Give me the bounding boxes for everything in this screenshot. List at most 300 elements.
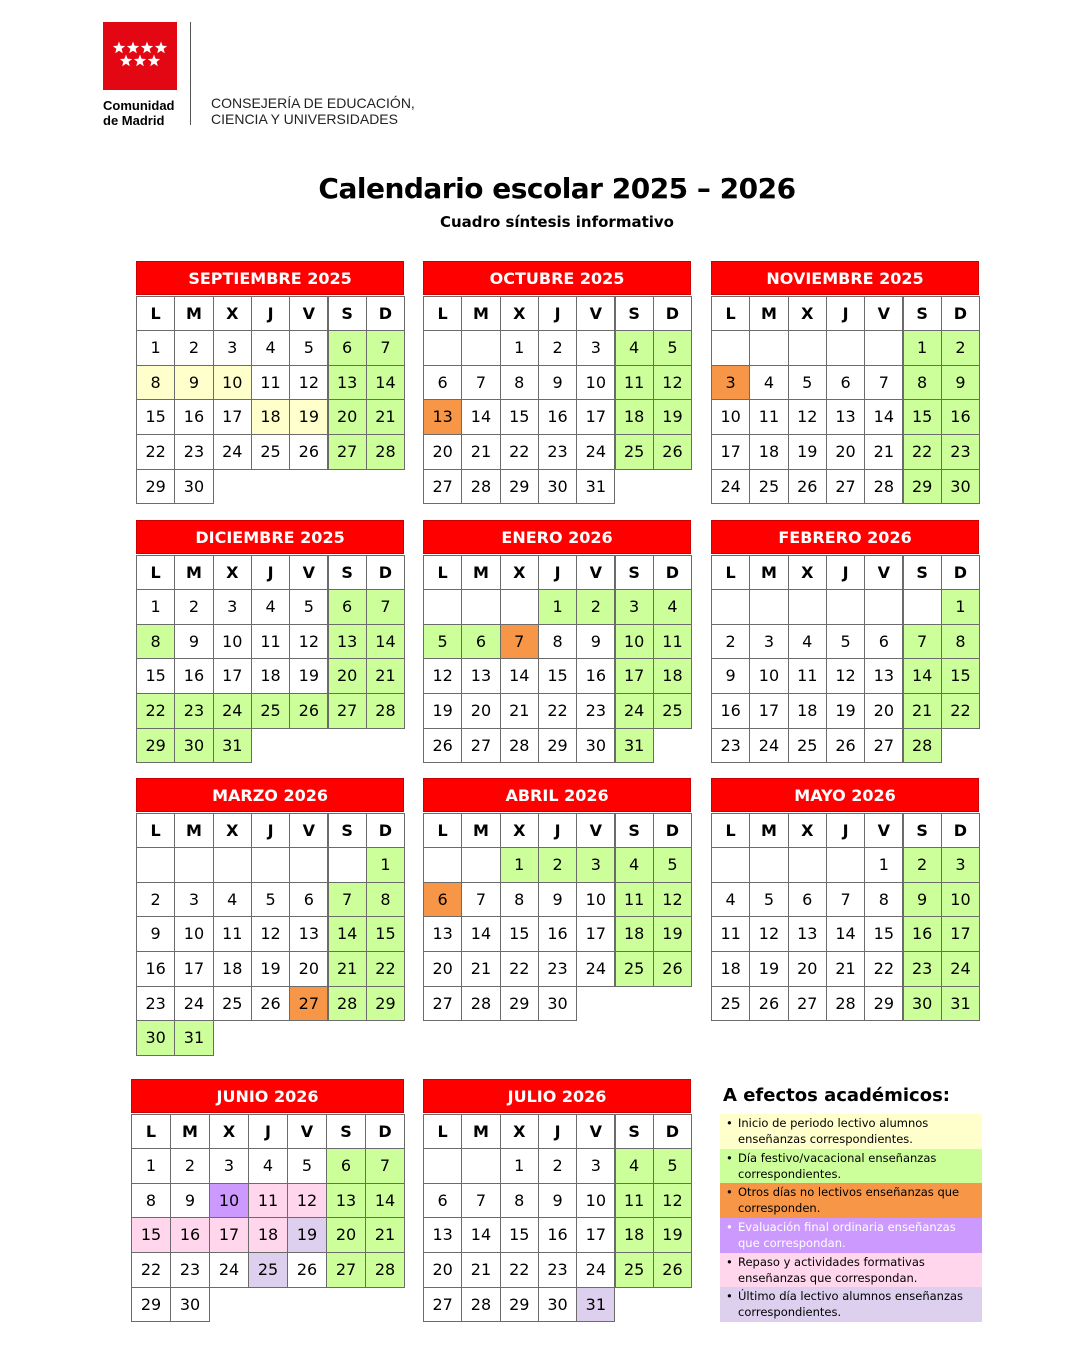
day-cell: 7 bbox=[461, 1183, 500, 1219]
logo-text bbox=[103, 98, 175, 128]
day-cell: 1 bbox=[538, 589, 577, 625]
logo-divider bbox=[190, 22, 191, 125]
day-cell: 4 bbox=[251, 330, 290, 366]
day-cell: 12 bbox=[826, 658, 865, 694]
month-title: MARZO 2026 bbox=[136, 778, 404, 812]
weekday-header: J bbox=[826, 296, 865, 332]
day-cell: 10 bbox=[749, 658, 788, 694]
day-cell: 12 bbox=[653, 882, 692, 918]
day-cell: 9 bbox=[711, 658, 750, 694]
day-cell: 20 bbox=[328, 399, 367, 435]
day-cell: 17 bbox=[213, 399, 252, 435]
day-cell: 31 bbox=[576, 1287, 615, 1323]
day-cell: 7 bbox=[366, 330, 405, 366]
weekday-header: M bbox=[461, 813, 500, 849]
day-cell: 16 bbox=[174, 658, 213, 694]
day-cell: 13 bbox=[289, 916, 328, 952]
day-cell: 26 bbox=[826, 728, 865, 764]
weekday-header: S bbox=[326, 1114, 366, 1150]
day-cell: 15 bbox=[538, 658, 577, 694]
weekday-header: J bbox=[538, 813, 577, 849]
legend-title: A efectos académicos: bbox=[723, 1085, 950, 1106]
bullet-icon: • bbox=[726, 1185, 733, 1200]
day-cell: 7 bbox=[864, 365, 903, 401]
empty-day-cell bbox=[213, 847, 252, 883]
day-cell: 15 bbox=[136, 399, 175, 435]
weekday-header: D bbox=[366, 555, 405, 591]
day-cell: 3 bbox=[576, 1148, 615, 1184]
day-cell: 24 bbox=[615, 693, 654, 729]
day-cell: 29 bbox=[136, 469, 175, 505]
day-cell: 19 bbox=[289, 658, 328, 694]
day-cell: 3 bbox=[576, 847, 615, 883]
empty-day-cell bbox=[500, 589, 539, 625]
legend-text: Repaso y actividades formativas enseñanzas que correspondan. bbox=[738, 1254, 925, 1285]
weekday-header: S bbox=[328, 813, 367, 849]
day-cell: 14 bbox=[864, 399, 903, 435]
day-cell: 8 bbox=[366, 882, 405, 918]
day-cell: 20 bbox=[826, 434, 865, 470]
day-cell: 24 bbox=[749, 728, 788, 764]
day-cell: 18 bbox=[213, 951, 252, 987]
day-cell: 22 bbox=[864, 951, 903, 987]
day-cell: 19 bbox=[287, 1217, 327, 1253]
weekday-header: X bbox=[500, 296, 539, 332]
day-cell: 21 bbox=[461, 434, 500, 470]
day-cell: 5 bbox=[423, 624, 462, 660]
weekday-header: S bbox=[615, 1114, 654, 1150]
day-cell: 31 bbox=[213, 728, 252, 764]
weekday-header: V bbox=[864, 555, 903, 591]
day-cell: 19 bbox=[826, 693, 865, 729]
day-cell: 22 bbox=[366, 951, 405, 987]
day-cell: 4 bbox=[711, 882, 750, 918]
day-cell: 31 bbox=[941, 986, 980, 1022]
weekday-header: M bbox=[174, 555, 213, 591]
day-cell: 16 bbox=[174, 399, 213, 435]
day-cell: 30 bbox=[174, 728, 213, 764]
weekday-header: D bbox=[941, 296, 980, 332]
day-cell: 29 bbox=[500, 986, 539, 1022]
weekday-header: L bbox=[711, 296, 750, 332]
day-cell: 7 bbox=[365, 1148, 405, 1184]
day-cell: 5 bbox=[653, 847, 692, 883]
day-cell: 20 bbox=[423, 434, 462, 470]
weekday-header: L bbox=[136, 555, 175, 591]
department-line2: CIENCIA Y UNIVERSIDADES bbox=[211, 111, 398, 127]
day-cell: 26 bbox=[251, 986, 290, 1022]
day-cell: 25 bbox=[653, 693, 692, 729]
day-cell: 20 bbox=[289, 951, 328, 987]
month-title: MAYO 2026 bbox=[711, 778, 979, 812]
day-cell: 30 bbox=[538, 986, 577, 1022]
day-cell: 29 bbox=[500, 1287, 539, 1323]
day-cell: 28 bbox=[826, 986, 865, 1022]
day-cell: 5 bbox=[653, 330, 692, 366]
day-cell: 10 bbox=[615, 624, 654, 660]
day-cell: 11 bbox=[653, 624, 692, 660]
month-title: NOVIEMBRE 2025 bbox=[711, 261, 979, 295]
day-cell: 26 bbox=[289, 693, 328, 729]
day-cell: 27 bbox=[328, 434, 367, 470]
legend-item bbox=[720, 1287, 982, 1322]
day-cell: 4 bbox=[248, 1148, 288, 1184]
empty-day-cell bbox=[328, 847, 367, 883]
day-cell: 17 bbox=[615, 658, 654, 694]
day-cell: 5 bbox=[653, 1148, 692, 1184]
day-cell: 12 bbox=[788, 399, 827, 435]
weekday-header: D bbox=[653, 296, 692, 332]
empty-day-cell bbox=[826, 847, 865, 883]
day-cell: 12 bbox=[251, 916, 290, 952]
day-cell: 30 bbox=[174, 469, 213, 505]
weekday-header: X bbox=[209, 1114, 249, 1150]
day-cell: 8 bbox=[864, 882, 903, 918]
day-cell: 23 bbox=[170, 1252, 210, 1288]
day-cell: 10 bbox=[576, 365, 615, 401]
empty-day-cell bbox=[423, 589, 462, 625]
day-cell: 5 bbox=[289, 589, 328, 625]
day-cell: 8 bbox=[136, 624, 175, 660]
legend-item bbox=[720, 1183, 982, 1218]
weekday-header: X bbox=[500, 555, 539, 591]
legend-text: Día festivo/vacacional enseñanzas correspondientes. bbox=[738, 1150, 937, 1181]
day-cell: 8 bbox=[136, 365, 175, 401]
day-cell: 23 bbox=[941, 434, 980, 470]
day-cell: 25 bbox=[615, 434, 654, 470]
day-cell: 2 bbox=[538, 330, 577, 366]
day-cell: 19 bbox=[788, 434, 827, 470]
day-cell: 13 bbox=[423, 1217, 462, 1253]
legend-text: Otros días no lectivos enseñanzas que corresponden. bbox=[738, 1185, 960, 1216]
day-cell: 14 bbox=[826, 916, 865, 952]
weekday-header: L bbox=[423, 1114, 462, 1150]
weekday-header: S bbox=[903, 813, 942, 849]
weekday-header: D bbox=[941, 555, 980, 591]
day-cell: 18 bbox=[749, 434, 788, 470]
day-cell: 5 bbox=[287, 1148, 327, 1184]
day-cell: 11 bbox=[749, 399, 788, 435]
day-cell: 5 bbox=[251, 882, 290, 918]
weekday-header: V bbox=[289, 813, 328, 849]
day-cell: 14 bbox=[366, 624, 405, 660]
empty-day-cell bbox=[864, 330, 903, 366]
day-cell: 22 bbox=[131, 1252, 171, 1288]
day-cell: 16 bbox=[538, 399, 577, 435]
day-cell: 15 bbox=[136, 658, 175, 694]
day-cell: 15 bbox=[500, 399, 539, 435]
empty-day-cell bbox=[788, 330, 827, 366]
day-cell: 21 bbox=[365, 1217, 405, 1253]
day-cell: 28 bbox=[366, 434, 405, 470]
day-cell: 22 bbox=[136, 434, 175, 470]
day-cell: 17 bbox=[576, 399, 615, 435]
day-cell: 10 bbox=[576, 882, 615, 918]
day-cell: 1 bbox=[500, 847, 539, 883]
day-cell: 31 bbox=[174, 1020, 213, 1056]
day-cell: 21 bbox=[328, 951, 367, 987]
day-cell: 1 bbox=[500, 330, 539, 366]
day-cell: 18 bbox=[251, 658, 290, 694]
day-cell: 19 bbox=[653, 1217, 692, 1253]
day-cell: 12 bbox=[653, 1183, 692, 1219]
day-cell: 6 bbox=[326, 1148, 366, 1184]
weekday-header: M bbox=[461, 555, 500, 591]
day-cell: 7 bbox=[826, 882, 865, 918]
day-cell: 6 bbox=[423, 1183, 462, 1219]
weekday-header: J bbox=[826, 813, 865, 849]
empty-day-cell bbox=[461, 589, 500, 625]
day-cell: 2 bbox=[538, 1148, 577, 1184]
day-cell: 20 bbox=[461, 693, 500, 729]
day-cell: 16 bbox=[136, 951, 175, 987]
star-icon bbox=[155, 42, 167, 54]
day-cell: 21 bbox=[461, 951, 500, 987]
day-cell: 4 bbox=[615, 330, 654, 366]
day-cell: 12 bbox=[289, 624, 328, 660]
day-cell: 18 bbox=[653, 658, 692, 694]
day-cell: 24 bbox=[576, 951, 615, 987]
day-cell: 17 bbox=[941, 916, 980, 952]
day-cell: 11 bbox=[615, 365, 654, 401]
day-cell: 3 bbox=[749, 624, 788, 660]
day-cell: 1 bbox=[136, 330, 175, 366]
weekday-header: V bbox=[864, 813, 903, 849]
day-cell: 28 bbox=[366, 693, 405, 729]
month-title: JULIO 2026 bbox=[423, 1079, 691, 1113]
day-cell: 6 bbox=[423, 365, 462, 401]
day-cell: 13 bbox=[326, 1183, 366, 1219]
day-cell: 25 bbox=[749, 469, 788, 505]
day-cell: 28 bbox=[328, 986, 367, 1022]
weekday-header: J bbox=[826, 555, 865, 591]
weekday-header: X bbox=[213, 813, 252, 849]
day-cell: 29 bbox=[131, 1287, 171, 1323]
day-cell: 4 bbox=[788, 624, 827, 660]
weekday-header: S bbox=[903, 555, 942, 591]
day-cell: 23 bbox=[174, 693, 213, 729]
empty-day-cell bbox=[826, 330, 865, 366]
day-cell: 4 bbox=[615, 847, 654, 883]
day-cell: 6 bbox=[289, 882, 328, 918]
day-cell: 3 bbox=[213, 330, 252, 366]
day-cell: 21 bbox=[366, 399, 405, 435]
weekday-header: D bbox=[653, 555, 692, 591]
weekday-header: J bbox=[248, 1114, 288, 1150]
day-cell: 13 bbox=[328, 624, 367, 660]
day-cell: 6 bbox=[864, 624, 903, 660]
day-cell: 24 bbox=[213, 693, 252, 729]
day-cell: 13 bbox=[423, 916, 462, 952]
day-cell: 2 bbox=[174, 589, 213, 625]
day-cell: 17 bbox=[749, 693, 788, 729]
page-subtitle: Cuadro síntesis informativo bbox=[440, 213, 674, 231]
day-cell: 17 bbox=[711, 434, 750, 470]
day-cell: 23 bbox=[538, 434, 577, 470]
day-cell: 30 bbox=[576, 728, 615, 764]
day-cell: 18 bbox=[251, 399, 290, 435]
day-cell: 2 bbox=[941, 330, 980, 366]
day-cell: 23 bbox=[576, 693, 615, 729]
legend bbox=[720, 1114, 982, 1322]
day-cell: 18 bbox=[711, 951, 750, 987]
bullet-icon: • bbox=[726, 1254, 733, 1269]
day-cell: 22 bbox=[500, 434, 539, 470]
month-title: OCTUBRE 2025 bbox=[423, 261, 691, 295]
department-line1: CONSEJERÍA DE EDUCACIÓN, bbox=[211, 95, 415, 111]
day-cell: 28 bbox=[864, 469, 903, 505]
day-cell: 16 bbox=[903, 916, 942, 952]
day-cell: 12 bbox=[653, 365, 692, 401]
day-cell: 20 bbox=[328, 658, 367, 694]
day-cell: 27 bbox=[461, 728, 500, 764]
legend-text: Inicio de periodo lectivo alumnos enseñanzas correspondientes. bbox=[738, 1116, 929, 1146]
legend-text: Último día lectivo alumnos enseñanzas correspondientes. bbox=[738, 1289, 964, 1320]
logo-line1: Comunidad bbox=[103, 98, 175, 113]
day-cell: 23 bbox=[711, 728, 750, 764]
weekday-header: V bbox=[576, 555, 615, 591]
day-cell: 26 bbox=[788, 469, 827, 505]
day-cell: 31 bbox=[576, 469, 615, 505]
day-cell: 6 bbox=[423, 882, 462, 918]
day-cell: 4 bbox=[653, 589, 692, 625]
weekday-header: D bbox=[366, 296, 405, 332]
day-cell: 10 bbox=[941, 882, 980, 918]
day-cell: 1 bbox=[131, 1148, 171, 1184]
day-cell: 28 bbox=[461, 986, 500, 1022]
day-cell: 30 bbox=[538, 1287, 577, 1323]
day-cell: 22 bbox=[538, 693, 577, 729]
weekday-header: J bbox=[251, 296, 290, 332]
day-cell: 2 bbox=[903, 847, 942, 883]
day-cell: 13 bbox=[864, 658, 903, 694]
weekday-header: S bbox=[615, 813, 654, 849]
star-icon bbox=[141, 42, 153, 54]
empty-day-cell bbox=[289, 847, 328, 883]
day-cell: 28 bbox=[903, 728, 942, 764]
weekday-header: D bbox=[365, 1114, 405, 1150]
day-cell: 1 bbox=[136, 589, 175, 625]
legend-item bbox=[720, 1114, 982, 1149]
empty-day-cell bbox=[903, 589, 942, 625]
day-cell: 19 bbox=[749, 951, 788, 987]
weekday-header: V bbox=[576, 813, 615, 849]
empty-day-cell bbox=[423, 330, 462, 366]
day-cell: 13 bbox=[788, 916, 827, 952]
day-cell: 30 bbox=[941, 469, 980, 505]
day-cell: 25 bbox=[615, 1252, 654, 1288]
day-cell: 15 bbox=[500, 1217, 539, 1253]
day-cell: 14 bbox=[500, 658, 539, 694]
month-title: ABRIL 2026 bbox=[423, 778, 691, 812]
day-cell: 14 bbox=[461, 399, 500, 435]
day-cell: 22 bbox=[500, 1252, 539, 1288]
day-cell: 1 bbox=[941, 589, 980, 625]
day-cell: 23 bbox=[538, 951, 577, 987]
day-cell: 17 bbox=[174, 951, 213, 987]
day-cell: 25 bbox=[251, 693, 290, 729]
weekday-header: L bbox=[136, 296, 175, 332]
bullet-icon: • bbox=[726, 1116, 733, 1130]
day-cell: 25 bbox=[251, 434, 290, 470]
weekday-header: L bbox=[711, 555, 750, 591]
bullet-icon: • bbox=[726, 1150, 733, 1165]
comunidad-madrid-logo bbox=[103, 22, 177, 90]
weekday-header: X bbox=[500, 1114, 539, 1150]
weekday-header: V bbox=[289, 296, 328, 332]
empty-day-cell bbox=[788, 847, 827, 883]
weekday-header: J bbox=[538, 296, 577, 332]
day-cell: 27 bbox=[864, 728, 903, 764]
day-cell: 30 bbox=[170, 1287, 210, 1323]
day-cell: 2 bbox=[136, 882, 175, 918]
day-cell: 25 bbox=[213, 986, 252, 1022]
day-cell: 20 bbox=[788, 951, 827, 987]
empty-day-cell bbox=[749, 330, 788, 366]
day-cell: 11 bbox=[251, 365, 290, 401]
day-cell: 11 bbox=[615, 882, 654, 918]
legend-item bbox=[720, 1253, 982, 1288]
day-cell: 20 bbox=[423, 1252, 462, 1288]
day-cell: 12 bbox=[423, 658, 462, 694]
month-title: JUNIO 2026 bbox=[131, 1079, 404, 1113]
day-cell: 20 bbox=[864, 693, 903, 729]
empty-day-cell bbox=[423, 847, 462, 883]
weekday-header: X bbox=[788, 296, 827, 332]
day-cell: 29 bbox=[903, 469, 942, 505]
day-cell: 6 bbox=[788, 882, 827, 918]
empty-day-cell bbox=[711, 847, 750, 883]
day-cell: 10 bbox=[213, 624, 252, 660]
bullet-icon: • bbox=[726, 1220, 733, 1235]
day-cell: 26 bbox=[289, 434, 328, 470]
day-cell: 26 bbox=[423, 728, 462, 764]
day-cell: 2 bbox=[174, 330, 213, 366]
weekday-header: V bbox=[287, 1114, 327, 1150]
empty-day-cell bbox=[136, 847, 175, 883]
day-cell: 24 bbox=[576, 1252, 615, 1288]
day-cell: 25 bbox=[788, 728, 827, 764]
page-title: Calendario escolar 2025 – 2026 bbox=[318, 172, 796, 205]
day-cell: 19 bbox=[289, 399, 328, 435]
day-cell: 16 bbox=[538, 916, 577, 952]
day-cell: 19 bbox=[423, 693, 462, 729]
weekday-header: X bbox=[213, 296, 252, 332]
day-cell: 3 bbox=[576, 330, 615, 366]
day-cell: 14 bbox=[365, 1183, 405, 1219]
day-cell: 1 bbox=[864, 847, 903, 883]
day-cell: 9 bbox=[903, 882, 942, 918]
day-cell: 17 bbox=[576, 916, 615, 952]
empty-day-cell bbox=[749, 589, 788, 625]
day-cell: 26 bbox=[287, 1252, 327, 1288]
day-cell: 28 bbox=[500, 728, 539, 764]
star-icon bbox=[134, 55, 146, 67]
weekday-header: X bbox=[788, 555, 827, 591]
empty-day-cell bbox=[864, 589, 903, 625]
day-cell: 16 bbox=[941, 399, 980, 435]
day-cell: 29 bbox=[366, 986, 405, 1022]
day-cell: 7 bbox=[903, 624, 942, 660]
day-cell: 17 bbox=[576, 1217, 615, 1253]
empty-day-cell bbox=[788, 589, 827, 625]
day-cell: 11 bbox=[251, 624, 290, 660]
empty-day-cell bbox=[461, 847, 500, 883]
weekday-header: D bbox=[366, 813, 405, 849]
day-cell: 4 bbox=[251, 589, 290, 625]
day-cell: 9 bbox=[174, 624, 213, 660]
empty-day-cell bbox=[423, 1148, 462, 1184]
